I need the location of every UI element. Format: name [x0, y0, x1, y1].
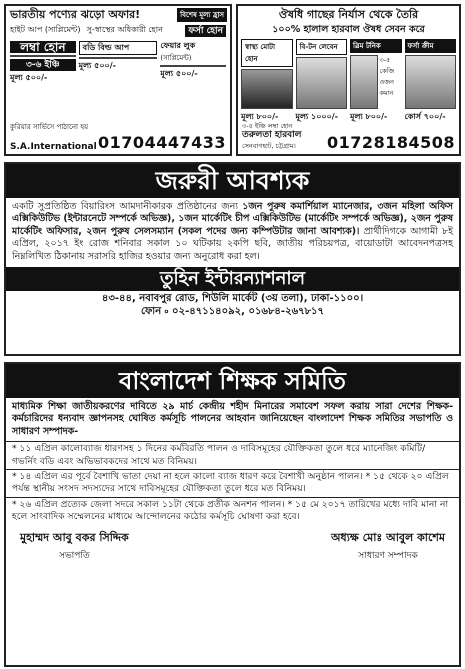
job-notice — [4, 162, 461, 356]
ad-herbal — [236, 4, 461, 156]
product3-sub: (সাপ্লিমেন্ট) — [160, 54, 192, 62]
herbal-product-3 — [350, 39, 402, 124]
job-company-banner: তুহিন ইন্টারন্যাশনাল — [6, 267, 459, 291]
company-name: S.A.International — [10, 142, 97, 152]
job-address: ৪৩-৪৪, নবাবপুর রোড, শিউলি মার্কেট (৩য় তলা), ঢাকা-১১০০। — [101, 293, 364, 305]
demand-item: * ১৪ এপ্রিল এর পূর্বে বৈশাখি ভাতা দেয়া না হলে কালো ব্যাজ ধারণ করে বৈশাখী অনুষ্ঠান পালন। * ১৫ থেকে ২০ এপ্রিল পর্যন্ত স্থানীয় সংসদ সদস্যদের সাথে দাবিসমূহের যৌক্তিকতা তুলে ধরে মত বিনিময়। — [6, 469, 459, 497]
signature-president — [20, 529, 129, 563]
product1-tag: লম্বা হোন — [10, 41, 76, 53]
job-phone: ফোন ৹ ০২-৪৭১১৪০৯২, ০১৬৮৪-২৬৭৮১৭ — [140, 306, 325, 318]
herbal-product-price: কোর্স ৭০০/- — [404, 112, 446, 121]
product1-price: মূল্য ৫০০/- — [10, 73, 48, 82]
courier-note: কুরিয়ার সার্ভিসে পাঠানো হয় — [10, 123, 89, 131]
ad-strip — [4, 4, 461, 156]
herbal-product-image — [241, 69, 293, 109]
product2-image — [79, 57, 158, 59]
ad-left-headline: ভারতীয় পণ্যের ঝড়ো অফার! — [10, 8, 141, 21]
teachers-intro: মাধ্যমিক শিক্ষা জাতীয়করণের দাবিতে ২৯ মার্চ কেন্দ্রীয় শহীদ মিনারের সমাবেশ সফল করায় সারা দেশের শিক্ষক-কর্মচারিদের ধন্যবাদ জ্ঞাপনসহ ঘোষিত কর্মসূচি পালনের আহবান জানিয়েছেন বাংলাদেশ শিক্ষক সমিতির সভাপতি ও সাধারণ সম্পাদক- — [12, 401, 453, 437]
job-notice-body — [6, 198, 459, 266]
job-intro: একটি সুপ্রতিষ্ঠিত বিয়ারিংস আমদানীকারক প্রতিষ্ঠানের জন্য — [12, 201, 238, 212]
product1-effect: ৩-৬ ইঞ্চি — [10, 59, 76, 71]
ad-left-phone: 01704447433 — [98, 133, 226, 152]
height-note: ৩-৫ ইঞ্চি লম্বা হোন — [242, 122, 293, 130]
secretary-role: সাধারণ সম্পাদক — [358, 550, 418, 561]
product3-price: মূল্য ৫০০/- — [160, 69, 198, 78]
discount-badge: বিশেষ মূল্য হ্রাস — [177, 8, 227, 22]
herbal-product-name: স্লিম টনিক — [350, 39, 402, 53]
product1-label: হাইট আপ (সাপ্লিমেন্ট) — [10, 25, 81, 34]
product3-label: ফেয়ার লুক — [160, 41, 196, 50]
ad-right-headline1: ঔষধি গাছের নির্যাস থেকে তৈরি — [278, 8, 419, 21]
herbal-product-image — [350, 55, 378, 109]
job-notice-title: জরুরী আবশ্যক — [6, 164, 459, 198]
herbal-address: সেনবাগহাট, চট্টগ্রাম। — [242, 142, 296, 150]
secretary-name: অধ্যক্ষ মোঃ আবুল কাশেম — [331, 530, 445, 544]
job-positions: ১জন পুরুষ কমার্শিয়াল ম্যানেজার, ৩জন মহিলা অফিস এক্সিকিউটিভ (ইন্টারনেটে সম্পর্কে অভিজ্ঞ), ১জন মার্কেটিং চীপ এক্সিকিউটিভ (মার্কেটিং সম্পর্কে অভিজ্ঞ), ২জন পুরুষ মার্কেটিং অফিসার, ২জন পুরুষ সেলসম্যান (সকল পদের জন্য কম্পিউটার জানা আবশ্যক)। — [12, 201, 453, 237]
teachers-notice — [4, 362, 461, 667]
herbal-product-name: বি-টন লেবেন — [296, 39, 348, 55]
herbal-product-1 — [241, 39, 293, 124]
herbal-product-image — [296, 57, 348, 109]
product2-price: মূল্য ৫০০/- — [78, 61, 116, 70]
job-instructions: প্রার্থীদিগকে আগামী ৮ই এপ্রিল, ২০১৭ ইং রোজ শনিবার সকাল ১০ ঘটিকায় ২কপি ছবি, জাতীয় পরিচয়পত্র, বায়োডাটা আবেদনপত্রসহ নিম্নলিখিত ঠিকানায় সরাসরি হাজির হওয়ার জন্য অনুরোধ করা হল। — [12, 225, 454, 262]
ad-right-headline2: ১০০% হালাল হারবাল ঔষধ সেবন করে — [272, 24, 425, 35]
herbal-product-2 — [296, 39, 348, 124]
herbal-product-price: মূল্য ৮০০/- — [350, 112, 388, 121]
demand-item: * ১১ এপ্রিল কালোব্যাজ ধারণসহ ১ দিনের কর্মবিরতি পালন ও দাবিসমূহের যৌক্তিকতা তুলে ধরে ম্যানেজিং কমিটি/ গভর্নিং বডি এবং অভিভাবকদের সাথে মত বিনিময়। — [6, 441, 459, 469]
signature-secretary — [331, 529, 445, 563]
herbal-company: তরুলতা হারবাল — [242, 130, 302, 140]
teachers-notice-title: বাংলাদেশ শিক্ষক সমিতি — [6, 364, 459, 398]
herbal-product-price: মূল্য ৮০০/- — [241, 112, 279, 121]
herbal-product-name: স্বাস্থ্য মোটা হোন — [241, 39, 293, 67]
ad-indian-products — [4, 4, 232, 156]
weight-loss-note: ৩-৫ কেজি ওজন কমান — [379, 56, 395, 97]
herbal-product-price: মূল্য ১০০০/- — [295, 112, 339, 121]
product3-tag: ফর্সা হোন — [185, 25, 226, 37]
signatures — [6, 525, 459, 563]
product2-tag: বডি বিল্ড আপ — [79, 41, 158, 55]
product3-image — [160, 65, 226, 67]
herbal-product-image — [405, 55, 457, 109]
product-labels-row — [6, 23, 230, 39]
product1-image — [10, 55, 76, 57]
president-role: সভাপতি — [59, 550, 90, 561]
president-name: মুহাম্মদ আবু বকর সিদ্দিক — [20, 530, 129, 544]
herbal-product-name: ফর্সা ক্রীম — [405, 39, 457, 53]
ad-right-phone: 01728184508 — [327, 133, 455, 152]
demand-item: * ২৬ এপ্রিল প্রত্যেক জেলা সদরে সকাল ১১টা থেকে প্রতীক অনশন পালন। * ১৫ মে ২০১৭ তারিখের মধ্যে দাবি মানা না হলে সাংবাদিক সম্মেলনের মাধ্যমে আন্দোলনের কঠোর কর্মসূচি ঘোষণা করা হবে। — [6, 497, 459, 525]
herbal-product-4 — [405, 39, 457, 124]
product2-label: সু-স্বাস্থের অধিকারী হোন — [86, 25, 163, 34]
